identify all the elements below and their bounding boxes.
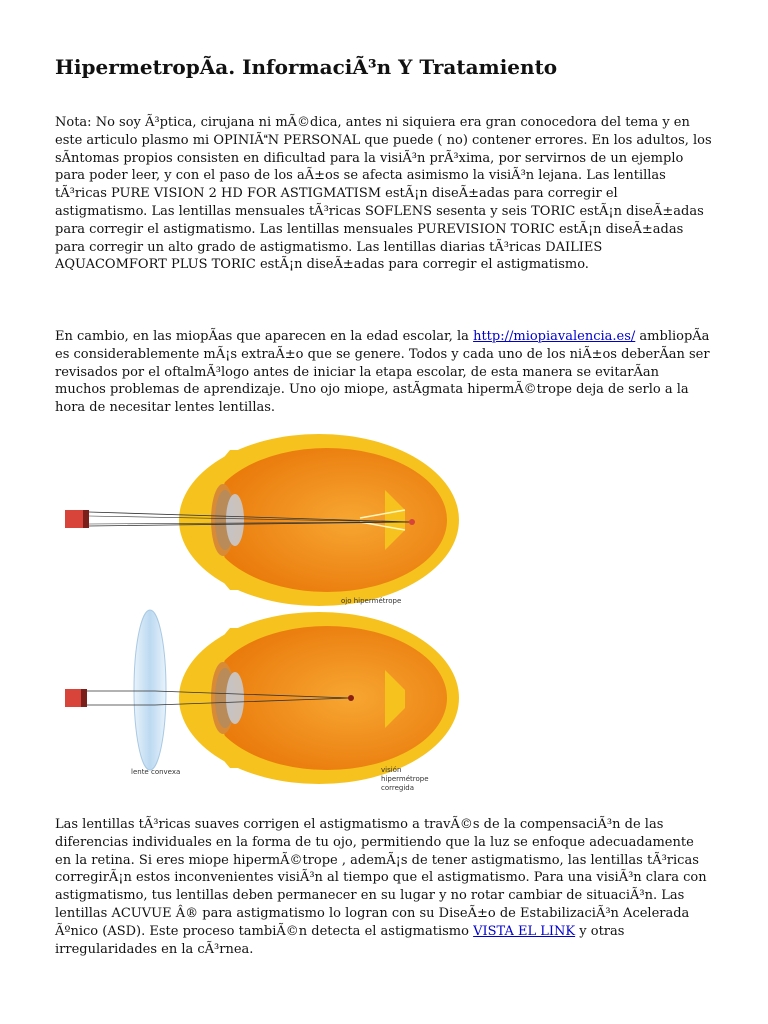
paragraph-toric-text-start: Las lentillas tÃ³ricas suaves corrigen el astigmatismo a travÃ©s de la compensaciÃ³n de las diferencias individuales en la forma de tu ojo, permitiendo que la luz se enfoque adecuadamente en la retina. Si eres miope hipermÃ©trope , ademÃ¡s de tener astigmatismo, las lentillas tÃ³ricas corregirÃ¡n estos inconvenientes visiÃ³n al tiempo que el astigmatismo. Para una visiÃ³n clara con astigmatismo, tus lentillas deben permanecer en su lugar y no rotar cambiar de situaciÃ³n. Las lentillas ACUVUE Â® para astigmatismo lo logran con su DiseÃ±o de EstabilizaciÃ³n Acelerada Ãºnico (ASD). Este proceso tambiÃ©n detecta el astigmatismo (55, 817, 707, 939)
caption-hyperopic-eye: ojo hipermétrope (341, 597, 402, 605)
caption-convex-lens: lente convexa (131, 768, 181, 776)
focus-point-icon (409, 519, 415, 525)
vista-el-link[interactable]: VISTA EL LINK (473, 923, 576, 939)
hyperopia-diagram (55, 430, 715, 805)
paragraph-myopia-text-start: En cambio, en las miopÃas que aparecen en la edad escolar, la (55, 329, 474, 344)
hyperopic-eye (65, 434, 459, 606)
paragraph-myopia-text-end: ambliopÃa es considerablemente mÃ¡s extraÃ±o que se genere. Todos y cada uno de los niÃ±os deberÃan ser revisados por el oftalmÃ³logo antes de iniciar la etapa escolar, de esta manera se evitarÃan muchos problemas de aprendizaje. Uno ojo miope, astÃgmata hipermÃ©trope deja de serlo a la hora de necesitar lentes lentillas. (55, 329, 710, 416)
paragraph-myopia (55, 328, 713, 417)
caption-corrected-line-1: visión (381, 766, 402, 774)
caption-corrected-line-2: hipermétrope (381, 775, 429, 783)
hyperopia-illustration (55, 430, 715, 805)
caption-corrected-line-3: corregida (381, 784, 415, 792)
corrected-eye (65, 610, 459, 792)
page-title: HipermetropÃa. InformaciÃ³n Y Tratamiento (55, 55, 558, 79)
paragraph-toric-lenses (55, 816, 713, 958)
paragraph-toric-text-end: y otras irregularidades en la cÃ³rnea. (55, 923, 625, 957)
paragraph-intro: Nota: No soy Ã³ptica, cirujana ni mÃ©dica, antes ni siquiera era gran conocedora del tema y en este articulo plasmo mi OPINIÃN PERSONAL que puede ( no) contener errores. En los adultos, los sÃntomas propios consisten en dificultad para la visiÃ³n prÃ³xima, por servirnos de un ejemplo para poder leer, y con el paso de los aÃ±os se afecta asimismo la visiÃ³n lejana. Las lentillas tÃ³ricas PURE VISION 2 HD FOR ASTIGMATISM estÃ¡n diseÃ±adas para corregir el astigmatismo. Las lentillas mensuales tÃ³ricas SOFLENS sesenta y seis TORIC estÃ¡n diseÃ±adas para corregir el astigmatismo. Las lentillas mensuales PUREVISION TORIC estÃ¡n diseÃ±adas para corregir un alto grado de astigmatismo. Las lentillas diarias tÃ³ricas DAILIES AQUACOMFORT PLUS TORIC estÃ¡n diseÃ±adas para corregir el astigmatismo. (55, 115, 712, 273)
miopiavalencia-link[interactable]: http://miopiavalencia.es/ (473, 329, 636, 344)
focus-point-corrected-icon (348, 695, 354, 701)
convex-lens-icon (134, 610, 166, 770)
